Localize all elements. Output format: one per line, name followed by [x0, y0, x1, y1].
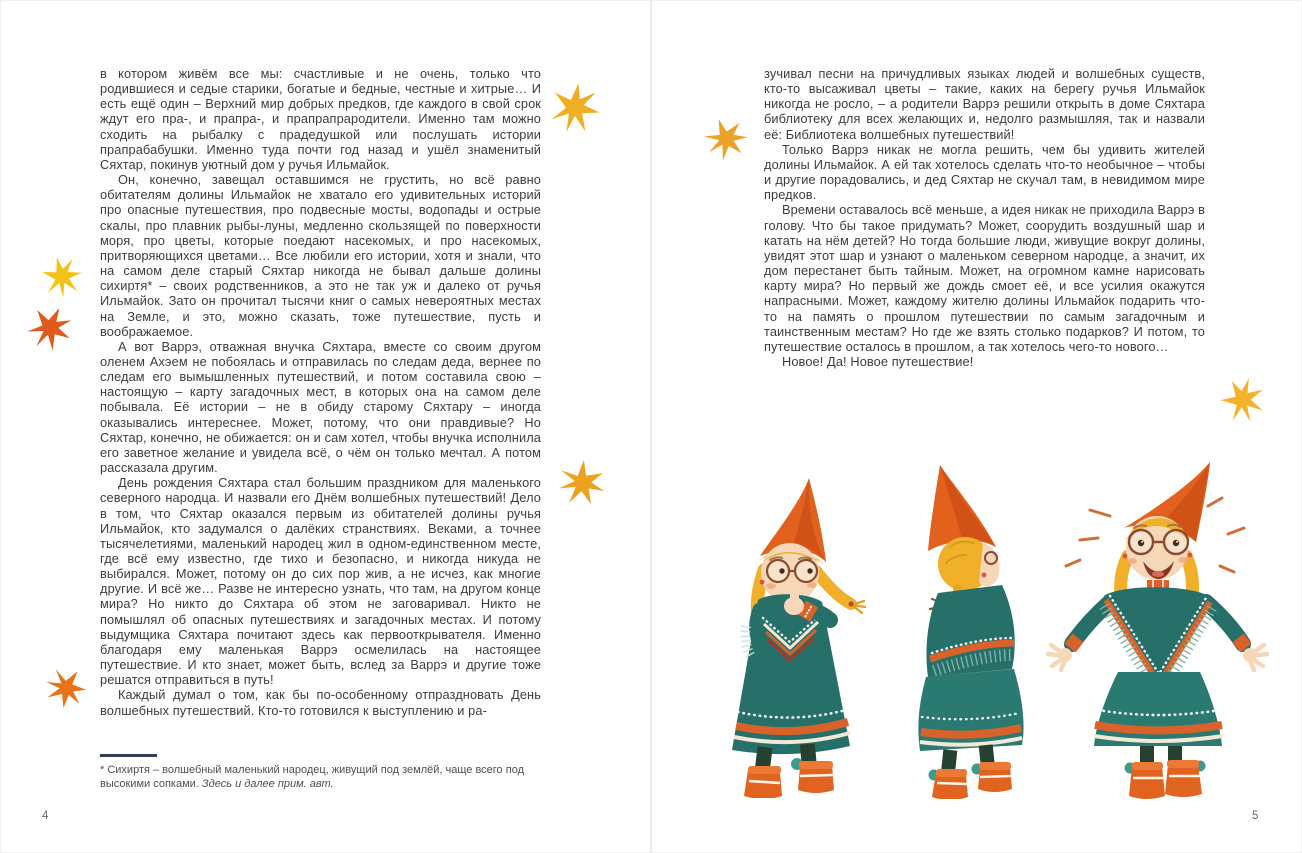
footnote: [100, 754, 552, 792]
page-number-left: 4: [42, 810, 49, 822]
paragraph: Новое! Да! Новое путешествие!: [782, 353, 974, 369]
star-icon: [27, 305, 73, 351]
gnome-girl-excited: [1040, 448, 1270, 800]
footnote-rule: [100, 754, 157, 757]
paragraph: Времени оставалось всё меньше, а идея никак не приходила Варрэ в голову. Что бы такое придумать? Может, соорудить воздушный шар и катать на нём детей? Но тогда большие люди, живущие вокруг долины, увидят этот шар и узнают о маленьком северном народце, а значит, их дом перестанет быть тайным. Может, на огромном камне нарисовать карту мира? Но первый же дождь смоет её, и все усилия окажутся напрасными. Может, каждому жителю долины Ильмайок подарить что-то на память о прошлом путешествии по самым загадочным и таинственным местам? Но где же взять столько подарков? И потом, то путешествие осталось в прошлом, а так хотелось чего-то нового…: [764, 202, 1205, 354]
right-page-text-column: [764, 66, 1205, 369]
star-icon: [45, 667, 87, 709]
page-number-right: 5: [1252, 810, 1259, 822]
page-gutter: [650, 0, 652, 853]
paragraph: Он, конечно, завещал оставшимся не грустить, но всё равно обитателям долины Ильмайок не хватало его удивительных историй про опасные путешествия, про подвесные мосты, водопады и острые скалы, про плавник рыбы-луны, медленно скользящей по поверхности моря, про цветы, которые поедают насекомых, и про насекомых, притворяющихся цветами… Все любили его истории, хотя и знали, что на самом деле старый Сяхтар никогда не бывал дальше долины сихиртя* – своих родственников, а это не так уж и далеко от ручья Ильмайок. Зато он прочитал тысячи книг о самых невероятных местах на Земле, и это, можно сказать, тоже путешествие, пусть и воображаемое.: [100, 172, 541, 339]
star-icon: [1220, 377, 1266, 423]
paragraph: А вот Варрэ, отважная внучка Сяхтара, вместе со своим другом оленем Ахэем не побоялась и отправилась по следам деда, вернее по следам его вымышленных путешествий, и потом составила свою – настоящую – карту загадочных мест, в которых она на самом деле побывала. Её истории – не в обиду старому Сяхтару – иногда оказывались интереснее. Может, потому, что они правдивые? Но Сяхтар, конечно, не обижается: он и сам хотел, чтобы внучка исполнила его заветное желание и увидела всё, о чём он только мечтал. А потом рассказала другим.: [100, 338, 541, 476]
star-icon: [549, 82, 601, 134]
gnome-girl-thinking: [700, 458, 875, 798]
gnome-girl-back-view: [880, 451, 1035, 799]
paragraph: в котором живём все мы: счастливые и не очень, только что родившиеся и седые старики, богатые и бедные, честные и хитрые… И есть ещё один – Верхний мир добрых предков, где каждого в свой срок ждут его пра-, и прапра-, и прапрапрародители. Именно там можно сходить на рыбалку с прадедушкой или послушать истории прапрабабушки. Именно туда почти год назад и ушёл знаменитый Сяхтар, покинув уютный дом у ручья Ильмайок.: [100, 66, 541, 172]
star-icon: [41, 256, 83, 298]
footnote-marker: *: [100, 764, 105, 776]
paragraph: зучивал песни на причудливых языках людей и волшебных существ, кто-то высаживал цветы – такие, каких на берегу ручья Ильмайок никогда не росло, – а родители Варрэ решили открыть в доме Сяхтара библиотеку для всех желающих и, недолго размышляя, так и назвали её: Библиотека волшебных путешествий!: [764, 66, 1205, 142]
footnote-author-note: Здесь и далее прим. авт.: [201, 777, 334, 790]
paragraph: Только Варрэ никак не могла решить, чем бы удивить жителей долины Ильмайок. А ей так хотелось сделать что-то необычное – чтобы и другие порадовались, и дед Сяхтар не скучал там, в невидимом мире предков.: [764, 141, 1205, 203]
left-page-text-column: [100, 66, 541, 718]
star-icon: [704, 117, 748, 161]
star-icon: [558, 459, 606, 507]
paragraph: Каждый думал о том, как бы по-особенному отпраздновать День волшебных путешествий. Кто-то готовился к выступлению и ра-: [100, 687, 541, 718]
gnome-girl-illustration: [690, 443, 1272, 805]
footnote-text: Сихиртя – волшебный маленький народец, живущий под землёй, чаще всего под высокими сопками.: [100, 764, 524, 790]
paragraph: День рождения Сяхтара стал большим праздником для маленького северного народца. И назвали его Днём волшебных путешествий! Дело в том, что Сяхтар оказался первым из обитателей долины ручья Ильмайок, кто задумался о далёких странствиях. Веками, а точнее тысячелетиями, маленький народец жил в одном-единственном месте, где всё ему известно, где тихо и безопасно, и никогда никуда не выбирался. Может, потому он до сих пор жив, а не исчез, как многие другие. И всё же… Разве не интересно узнать, что там, на другом конце мира? Но никто до Сяхтара об этом не заговаривал. Никто не помышлял об опасных путешествиях и загадочных местах. И потому выдумщика Сяхтара почитают здесь как первооткрывателя. Именно благодаря ему маленькая Варрэ осмелилась на настоящее путешествие. И кто знает, может быть, вслед за Варрэ и другие тоже решатся отправиться в путь!: [100, 475, 541, 688]
